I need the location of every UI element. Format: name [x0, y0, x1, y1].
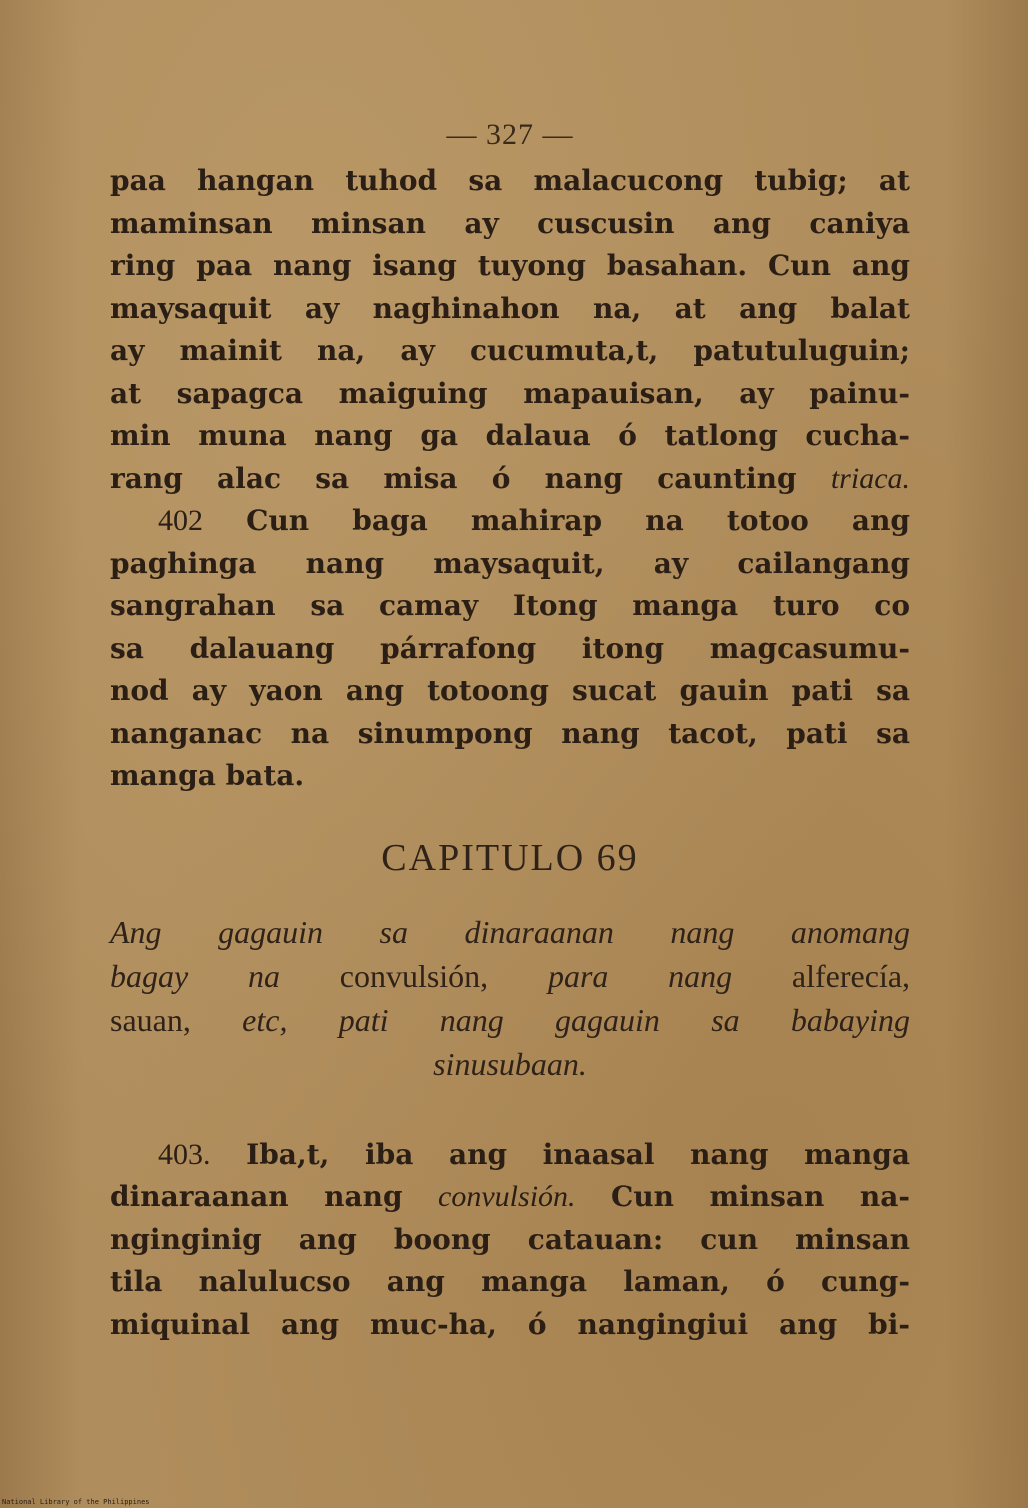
text-line: manga bata.: [110, 759, 305, 792]
text-line: nanganac na sinumpong nang tacot, pati sa: [110, 716, 910, 750]
paragraph-402: [110, 500, 910, 798]
text-segment: Cun minsan na-: [611, 1180, 911, 1213]
text-line: ay mainit na, ay cucumuta,t, patutuluguin;: [110, 334, 910, 367]
subtitle-line: [110, 954, 910, 998]
text-line: [110, 458, 910, 501]
paragraph-first-line: [110, 500, 910, 543]
paragraph-403: [110, 1134, 910, 1347]
text-line: ring paa nang isang tuyong basahan. Cun ang: [110, 249, 910, 282]
roman-text: convulsión,: [339, 957, 489, 994]
text-line: sangrahan sa camay Itong manga turo co: [110, 589, 910, 622]
text-line: maysaquit ay naghinahon na, at ang balat: [110, 291, 910, 325]
text-line: maminsan minsan ay cuscusin ang caniya: [110, 206, 910, 240]
text-line: nod ay yaon ang totoong sucat gauin pati sa: [110, 674, 910, 707]
paragraph-number: 402: [158, 504, 203, 537]
italic-term: triaca.: [830, 461, 911, 495]
text-segment: dinaraanan nang: [110, 1180, 403, 1213]
page-number: — 327 —: [446, 118, 574, 151]
italic-text: Ang gagauin sa dinaraanan nang anomang: [110, 913, 910, 950]
roman-text: alferecía,: [791, 957, 911, 994]
italic-text: sinusubaan.: [433, 1045, 587, 1082]
text-segment: rang alac sa misa ó nang caunting: [110, 461, 797, 495]
roman-text: sauan,: [110, 1001, 191, 1038]
italic-term: convulsión.: [438, 1180, 576, 1213]
paragraph-continued: [110, 160, 910, 500]
text-line: [110, 1176, 910, 1219]
text-line: paa hangan tuhod sa malacucong tubig; at: [110, 164, 910, 197]
italic-text: para nang: [547, 957, 733, 994]
subtitle-line: [110, 998, 910, 1042]
text-line: tila nalulucso ang manga laman, ó cung-: [110, 1265, 910, 1298]
text-line: nginginig ang boong catauan: cun minsan: [110, 1222, 910, 1256]
book-page: [110, 118, 910, 1346]
italic-text: bagay na: [110, 957, 280, 994]
subtitle-line: [110, 1042, 910, 1086]
subtitle-line: [110, 910, 910, 954]
text-line: miquinal ang muc-ha, ó nangingiui ang bi-: [110, 1307, 910, 1341]
text-segment: Iba,t, iba ang inaasal nang manga: [246, 1137, 911, 1171]
chapter-subtitle: [110, 910, 910, 1086]
paragraph-first-line: [110, 1134, 910, 1177]
italic-text: etc, pati nang gagauin sa babaying: [242, 1001, 911, 1038]
text-segment: Cun baga mahirap na totoo ang: [246, 504, 911, 537]
text-line: min muna nang ga dalaua ó tatlong cucha-: [110, 419, 910, 452]
chapter-heading: CAPITULO 69: [381, 836, 639, 879]
text-line: paghinga nang maysaquit, ay cailangang: [110, 546, 910, 580]
text-line: at sapagca maiguing mapauisan, ay painu-: [110, 376, 910, 410]
text-line: sa dalauang párrafong itong magcasumu-: [110, 631, 910, 665]
library-footer: National Library of the Philippines: [2, 1498, 150, 1506]
paragraph-number: 403.: [158, 1137, 211, 1171]
section-spacer: [110, 1086, 910, 1134]
